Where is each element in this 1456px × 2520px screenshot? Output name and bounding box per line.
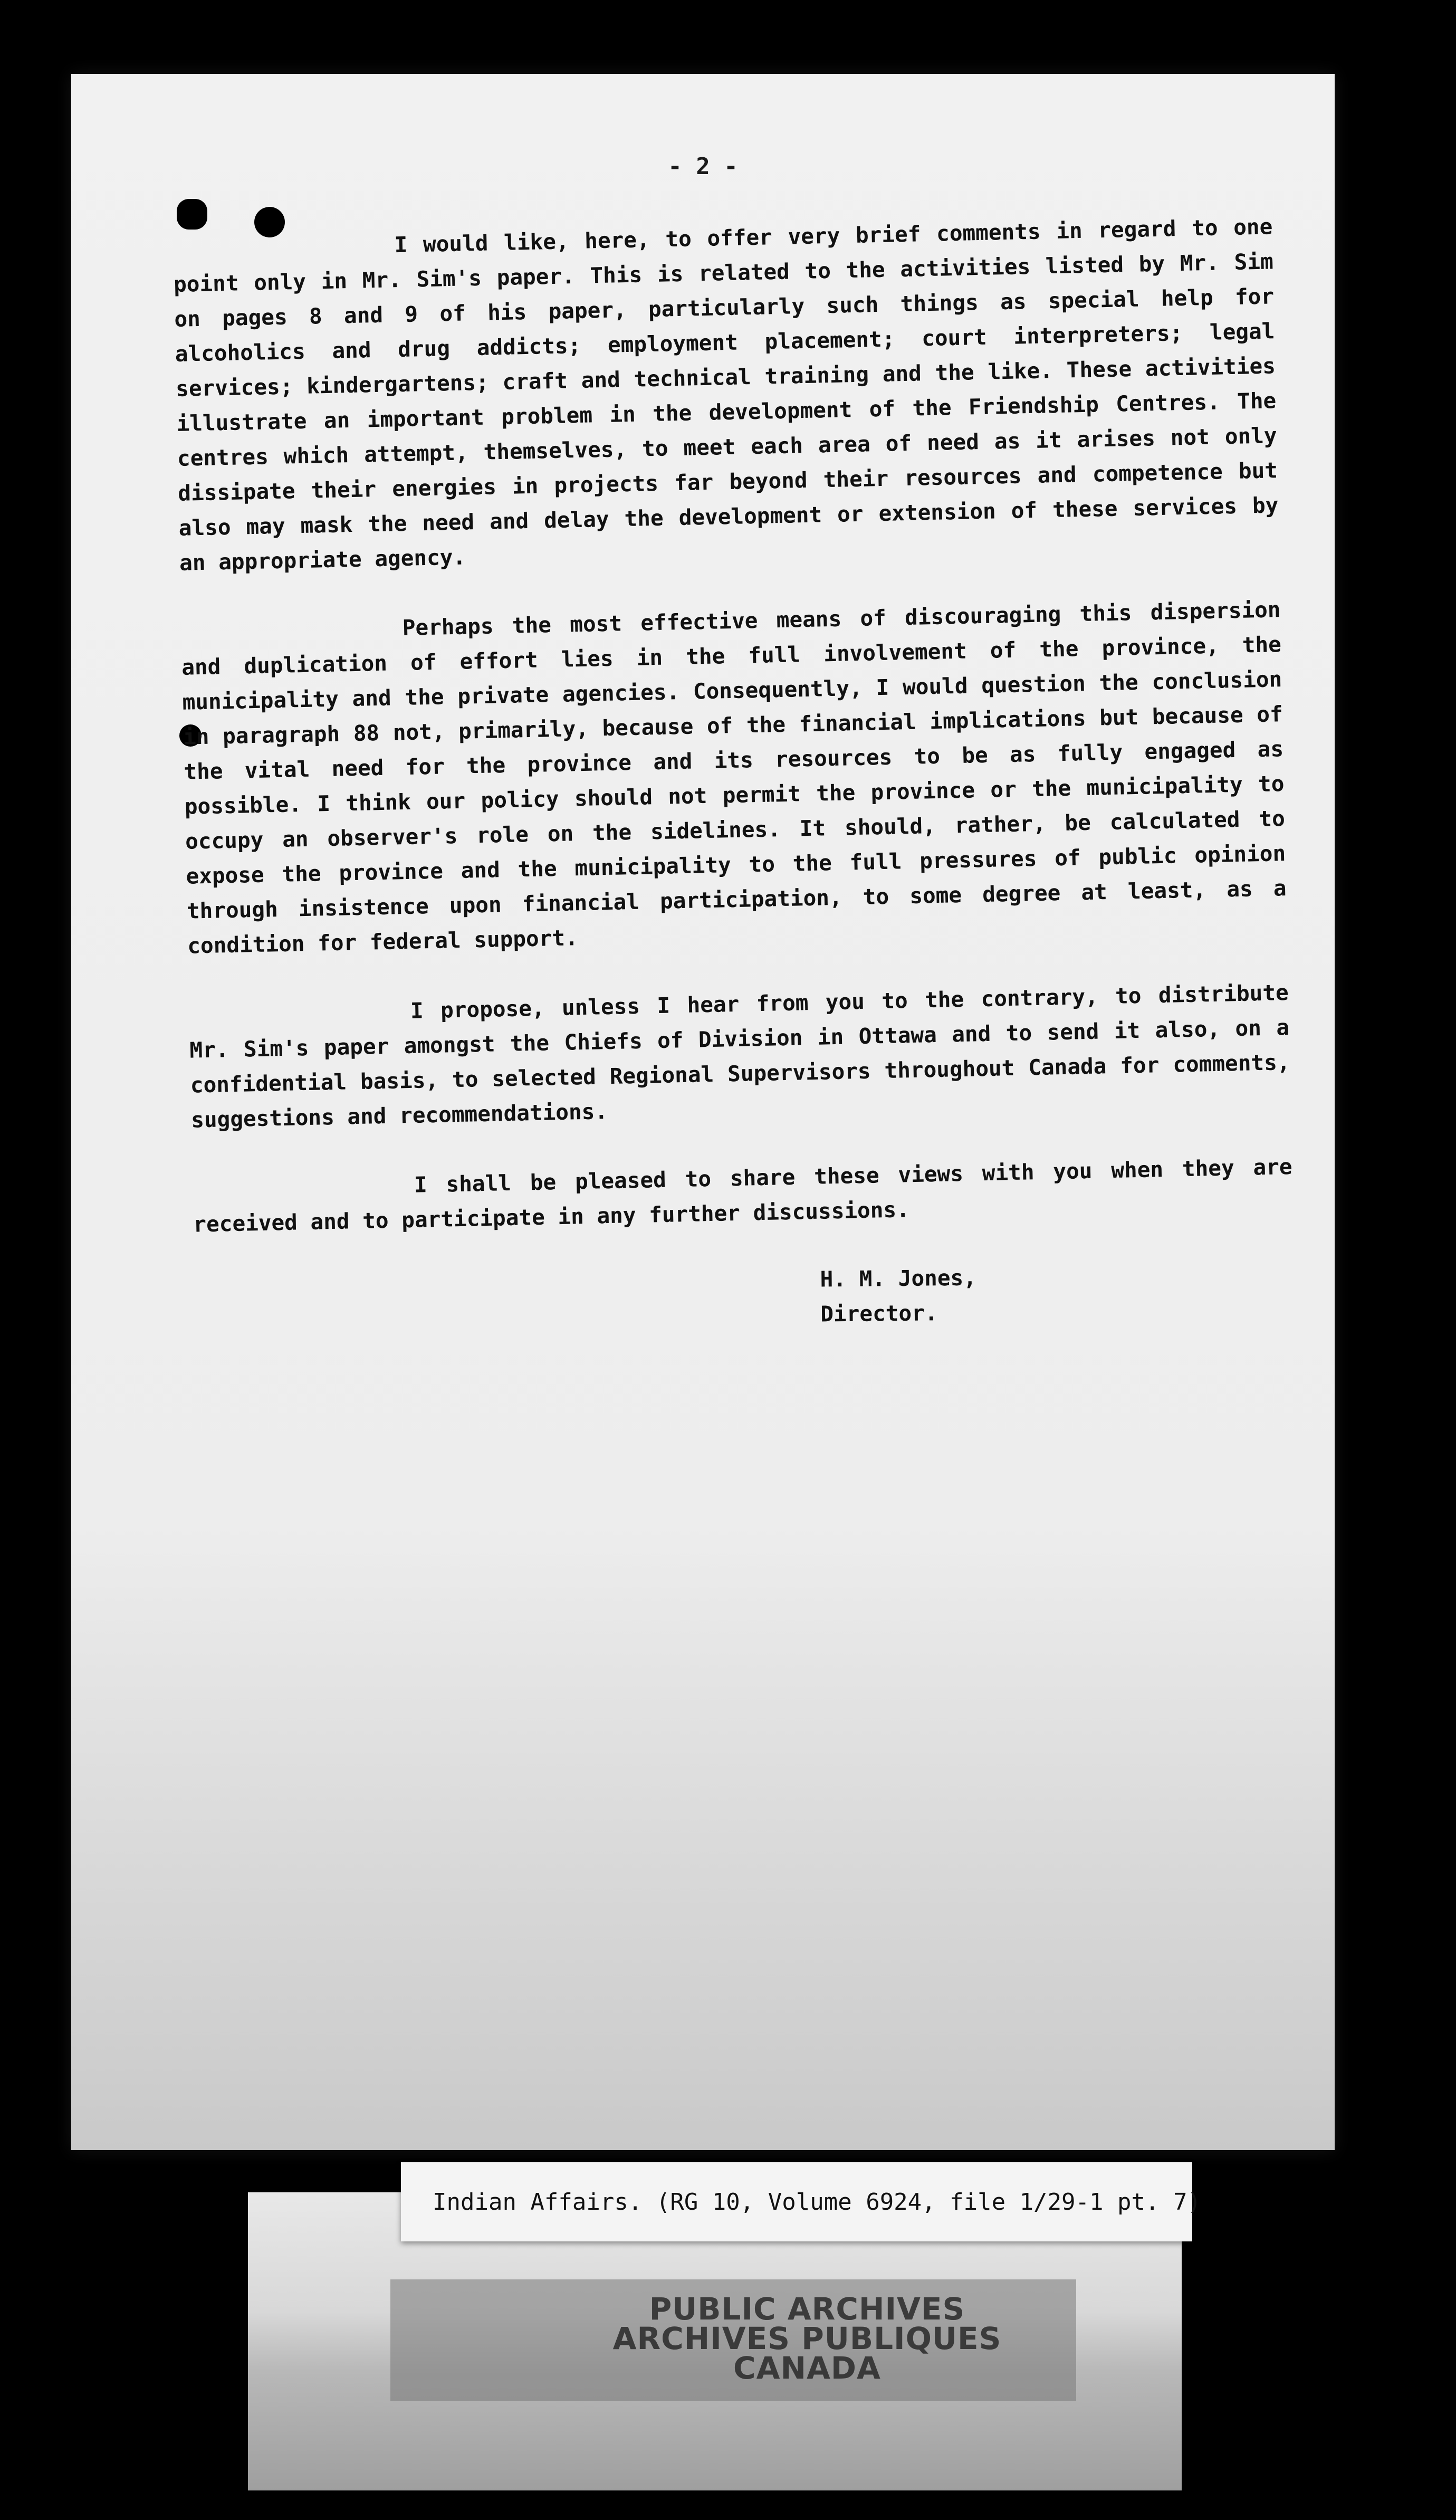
punch-hole <box>177 199 207 230</box>
paragraph: I would like, here, to offer very brief comments in regard to one point only in Mr. Sim's paper. This is related to the activities listed by Mr. Sim on pages 8 and 9 of his paper, particularly such things as special help for alcoholics and drug addicts; employment placement; court interpreters; legal services; kindergartens; craft and technical training and the like. These activities illustrate an important problem in the development of the Friendship Centres. The centres which attempt, themselves, to meet each area of need as it arises not only dissipate their energies in projects far beyond their resources and competence but also may mask the need and delay the development or extension of these services by an appropriate agency. <box>173 214 1279 576</box>
archive-reference: Indian Affairs. (RG 10, Volume 6924, file 1/29-1 pt. 7) <box>433 2189 1201 2216</box>
signatory-title: Director. <box>820 1300 938 1327</box>
document-page <box>71 74 1335 2150</box>
paragraph: I shall be pleased to share these views with you when they are received and to participate in any further discussions. <box>193 1153 1293 1237</box>
stamp-line: ARCHIVES PUBLIQUES <box>612 2321 1002 2356</box>
paragraph: I propose, unless I hear from you to the contrary, to distribute Mr. Sim's paper amongst the Chiefs of Division in Ottawa and to send it also, on a confidential basis, to selected Regional Supervisors throughout Canada for comments, suggestions and recommendations. <box>189 980 1290 1133</box>
stamp-line: PUBLIC ARCHIVES <box>649 2291 965 2327</box>
paragraph: Perhaps the most effective means of discouraging this dispersion and duplication of effort lies in the full involvement of the province, the municipality and the private agencies. Consequently, I would question the conclusion in paragraph 88 not, primarily, because of the financial implications but because of the vital need for the province and its resources to be as fully engaged as possible. I think our policy should not permit the province or the municipality to occupy an observer's role on the sidelines. It should, rather, be calculated to expose the province and the municipality to the full pressures of public opinion through insistence upon financial participation, to some degree at least, as a condition for federal support. <box>181 597 1287 959</box>
page-number: - 2 - <box>668 153 738 180</box>
signatory-name: H. M. Jones, <box>820 1265 977 1292</box>
letter-body <box>173 209 1294 1276</box>
signature-block <box>820 1260 977 1331</box>
stamp-line: CANADA <box>733 2350 881 2386</box>
archives-stamp <box>591 2291 1023 2386</box>
archive-reference-card <box>401 2162 1201 2241</box>
